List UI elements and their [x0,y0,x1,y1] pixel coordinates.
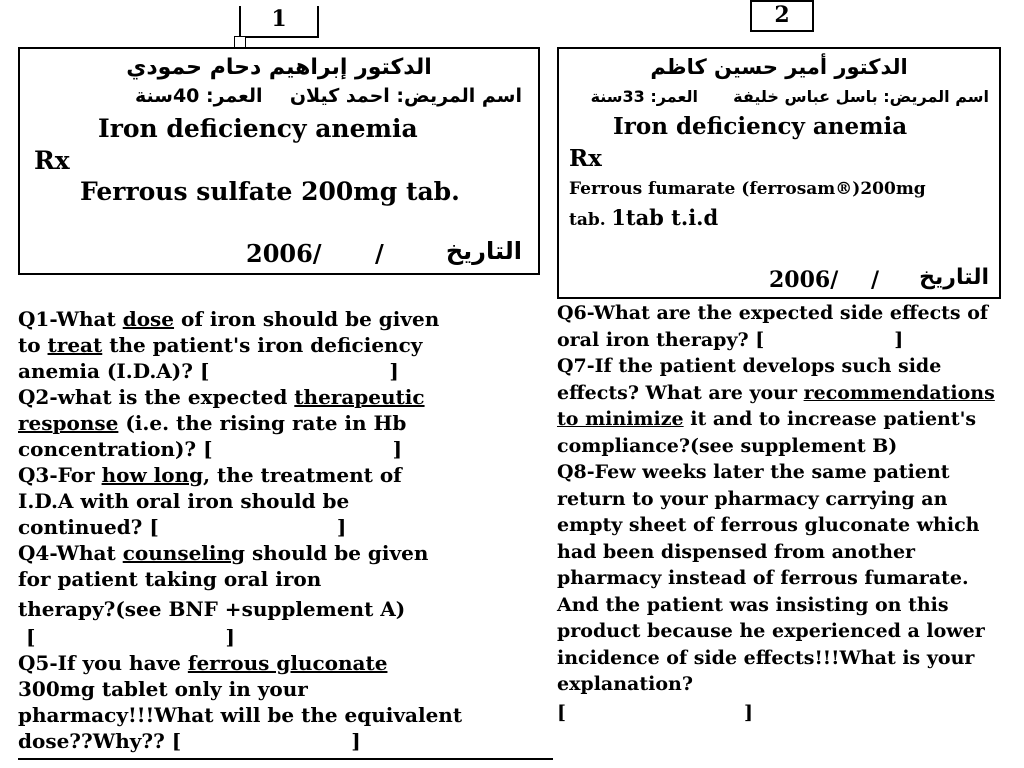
q7-line-3: to minimize it and to increase patient's [557,408,977,430]
doctor-name: الدكتور أمير حسين كاظم [650,55,908,79]
q8-line-2: return to your pharmacy carrying an [557,488,948,510]
drug-dose: 1tab t.i.d [611,205,719,230]
date-year: 2006/ [246,239,322,268]
date-label: التاريخ [445,237,522,265]
drug-line-1: Ferrous fumarate (ferrosam®)200mg [569,179,926,199]
date-slash: / [871,267,880,293]
patient-label: اسم المريض: [883,87,989,106]
q4-line-2: for patient taking oral iron [18,567,322,591]
q7-line-4: compliance?(see supplement B) [557,435,898,457]
q3-line-2: I.D.A with oral iron should be [18,489,350,513]
drug-line-2 [569,205,718,230]
q8-line-5: pharmacy instead of ferrous fumarate. [557,567,969,589]
rx-symbol: Rx [34,146,70,175]
q2-line-3: concentration)? [ ] [18,437,403,461]
diagnosis: Iron deficiency anemia [98,114,418,143]
q4-line-3: therapy?(see BNF +supplement A) [18,597,406,621]
q5-line-1: Q5-If you have ferrous gluconate [18,651,388,675]
patient-info-line [591,87,989,106]
q5-line-3: pharmacy!!!What will be the equivalent [18,703,463,727]
date-slash: / [375,239,384,268]
doctor-name: الدكتور إبراهيم دحام حمودي [126,55,432,80]
prescription-box-2 [557,47,1001,299]
q4-line-1: Q4-What counseling should be given [18,541,429,565]
q3-line-1: Q3-For how long, the treatment of [18,463,402,487]
q7-line-2: effects? What are your recommendations [557,382,995,404]
age-label: العمر: [206,85,263,107]
bottom-rule [18,758,553,760]
drug-line: Ferrous sulfate 200mg tab. [80,177,460,206]
q5-line-2: 300mg tablet only in your [18,677,308,701]
q8-line-6: And the patient was insisting on this [557,594,949,616]
q3-line-3: continued? [ ] [18,515,347,539]
q6-line-2: oral iron therapy? [ ] [557,329,904,351]
q8-line-10: [ ] [557,702,753,724]
q8-line-4: had been dispensed from another [557,541,916,563]
age-label: العمر: [650,87,698,106]
age-value: 33سنة [590,87,645,106]
q7-line-1: Q7-If the patient develops such side [557,355,942,377]
q6-line-1: Q6-What are the expected side effects of [557,302,989,324]
q8-line-3: empty sheet of ferrous gluconate which [557,514,980,536]
prescription-box-1 [18,47,540,275]
q2-line-1: Q2-what is the expected therapeutic [18,385,425,409]
date-year: 2006/ [769,267,839,293]
patient-name: باسل عباس خليفة [733,87,878,106]
box-number-tag-2: 2 [750,0,814,32]
age-value: 40سنة [134,85,200,107]
q2-line-2: response (i.e. the rising rate in Hb [18,411,407,435]
drug-form: tab. [569,210,606,230]
q5-line-4: dose??Why?? [ ] [18,729,361,753]
q1-line-1: Q1-What dose of iron should be given [18,307,440,331]
q4-line-4: [ ] [26,625,235,649]
q1-line-2: to treat the patient's iron deficiency [18,333,423,357]
q8-line-7: product because he experienced a lower [557,620,985,642]
q1-line-3: anemia (I.D.A)? [ ] [18,359,399,383]
patient-info-line [135,85,522,107]
patient-name: احمد كيلان [289,85,390,107]
rx-symbol: Rx [569,145,602,172]
box-number-tag-1: 1 [239,6,319,38]
date-label: التاريخ [919,265,989,290]
diagnosis: Iron deficiency anemia [613,113,908,140]
q8-line-1: Q8-Few weeks later the same patient [557,461,950,483]
patient-label: اسم المريض: [396,85,522,107]
q8-line-9: explanation? [557,673,693,695]
q8-line-8: incidence of side effects!!!What is your [557,647,975,669]
